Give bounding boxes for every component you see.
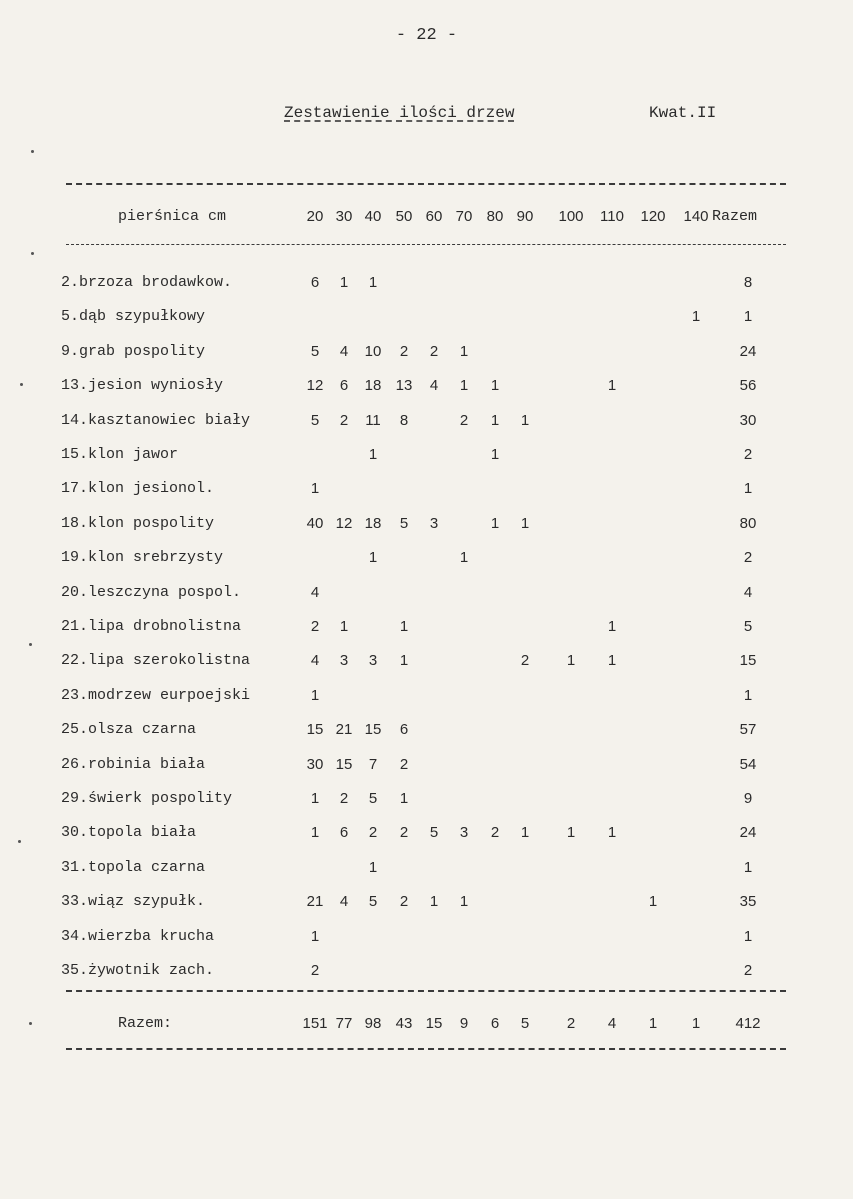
column-total: 1 bbox=[648, 1015, 658, 1032]
table-cell: 15 bbox=[364, 721, 382, 739]
table-cell: 1 bbox=[368, 858, 378, 876]
header-column-140: 140 bbox=[683, 208, 709, 225]
table-cell: 1 bbox=[310, 790, 320, 807]
table-cell: 6 bbox=[399, 721, 409, 739]
table-row bbox=[0, 541, 853, 575]
table-cell: 1 bbox=[310, 824, 320, 842]
header-column-100: 100 bbox=[558, 208, 584, 225]
table-cell: 1 bbox=[459, 377, 469, 395]
top-rule bbox=[66, 183, 786, 185]
header-rule bbox=[66, 244, 786, 245]
species-label: 31.topola czarna bbox=[61, 858, 206, 876]
table-cell: 18 bbox=[364, 377, 382, 395]
table-cell: 1 bbox=[339, 618, 349, 635]
table-cell: 2 bbox=[459, 411, 469, 429]
header-column-80: 80 bbox=[486, 208, 504, 225]
table-cell: 12 bbox=[335, 514, 353, 532]
row-total: 80 bbox=[739, 514, 757, 532]
row-total: 1 bbox=[743, 308, 753, 326]
table-row bbox=[0, 679, 853, 713]
table-cell: 3 bbox=[459, 824, 469, 842]
table-cell: 21 bbox=[306, 893, 324, 911]
row-total: 2 bbox=[743, 446, 753, 463]
table-cell: 2 bbox=[490, 824, 500, 842]
species-label: 9.grab pospolity bbox=[61, 342, 206, 360]
table-cell: 6 bbox=[339, 377, 349, 395]
header-column-70: 70 bbox=[455, 208, 473, 225]
table-cell: 4 bbox=[310, 583, 320, 601]
table-cell: 1 bbox=[399, 652, 409, 670]
header-column-120: 120 bbox=[640, 208, 666, 225]
table-cell: 5 bbox=[310, 411, 320, 429]
row-total: 4 bbox=[743, 583, 753, 601]
species-label: 13.jesion wyniosły bbox=[61, 377, 224, 395]
table-cell: 4 bbox=[339, 342, 349, 360]
table-cell: 3 bbox=[368, 652, 378, 670]
column-total: 2 bbox=[566, 1015, 576, 1032]
table-row bbox=[0, 610, 853, 644]
margin-mark bbox=[29, 1022, 32, 1025]
table-row bbox=[0, 851, 853, 885]
row-total: 2 bbox=[743, 549, 753, 567]
table-cell: 1 bbox=[490, 411, 500, 429]
table-cell: 5 bbox=[399, 514, 409, 532]
column-total: 43 bbox=[395, 1015, 413, 1032]
margin-mark bbox=[20, 383, 23, 386]
header-column-20: 20 bbox=[306, 208, 324, 225]
table-cell: 13 bbox=[395, 377, 413, 395]
quarter-label: Kwat.II bbox=[649, 104, 717, 122]
table-cell: 4 bbox=[339, 893, 349, 911]
table-cell: 2 bbox=[310, 962, 320, 979]
column-total: 9 bbox=[459, 1015, 469, 1032]
species-label: 23.modrzew eurpoejski bbox=[61, 686, 251, 704]
header-column-50: 50 bbox=[395, 208, 413, 225]
table-cell: 6 bbox=[310, 274, 320, 291]
table-cell: 2 bbox=[429, 342, 439, 360]
table-cell: 1 bbox=[399, 790, 409, 807]
table-cell: 1 bbox=[648, 893, 658, 911]
row-total: 35 bbox=[739, 893, 757, 911]
species-label: 20.leszczyna pospol. bbox=[61, 583, 242, 601]
bottom-rule bbox=[66, 990, 786, 992]
species-label: 5.dąb szypułkowy bbox=[61, 308, 206, 326]
species-label: 29.świerk pospolity bbox=[61, 790, 233, 807]
table-cell: 3 bbox=[339, 652, 349, 670]
species-label: 18.klon pospolity bbox=[61, 514, 215, 532]
table-cell: 1 bbox=[520, 514, 530, 532]
species-label: 25.olsza czarna bbox=[61, 721, 197, 739]
column-total: 77 bbox=[335, 1015, 353, 1032]
table-cell: 1 bbox=[607, 377, 617, 395]
table-cell: 1 bbox=[368, 274, 378, 291]
row-total: 24 bbox=[739, 342, 757, 360]
table-row bbox=[0, 954, 853, 988]
margin-mark bbox=[29, 643, 32, 646]
table-cell: 1 bbox=[566, 652, 576, 670]
table-cell: 1 bbox=[520, 411, 530, 429]
table-row bbox=[0, 507, 853, 541]
table-cell: 40 bbox=[306, 514, 324, 532]
header-column-30: 30 bbox=[335, 208, 353, 225]
table-cell: 1 bbox=[607, 618, 617, 635]
table-cell: 2 bbox=[310, 618, 320, 635]
row-total: 15 bbox=[739, 652, 757, 670]
table-cell: 5 bbox=[368, 893, 378, 911]
row-total: 24 bbox=[739, 824, 757, 842]
table-row bbox=[0, 576, 853, 610]
final-rule bbox=[66, 1048, 786, 1050]
table-row bbox=[0, 748, 853, 782]
column-total: 98 bbox=[364, 1015, 382, 1032]
table-row bbox=[0, 266, 853, 300]
table-row bbox=[0, 782, 853, 816]
table-cell: 4 bbox=[310, 652, 320, 670]
header-label: pierśnica cm bbox=[118, 208, 227, 225]
table-cell: 1 bbox=[459, 893, 469, 911]
table-cell: 1 bbox=[607, 824, 617, 842]
table-row bbox=[0, 300, 853, 334]
species-label: 2.brzoza brodawkow. bbox=[61, 274, 233, 291]
species-label: 17.klon jesionol. bbox=[61, 480, 215, 498]
row-total: 56 bbox=[739, 377, 757, 395]
header-column-40: 40 bbox=[364, 208, 382, 225]
margin-mark bbox=[31, 252, 34, 255]
row-total: 2 bbox=[743, 962, 753, 979]
column-total: 1 bbox=[691, 1015, 701, 1032]
table-row bbox=[0, 404, 853, 438]
table-cell: 1 bbox=[368, 549, 378, 567]
header-row bbox=[0, 200, 853, 234]
species-label: 30.topola biała bbox=[61, 824, 197, 842]
table-cell: 1 bbox=[310, 927, 320, 945]
row-total: 30 bbox=[739, 411, 757, 429]
table-row bbox=[0, 438, 853, 472]
table-row bbox=[0, 816, 853, 850]
margin-mark bbox=[31, 150, 34, 153]
header-total-label: Razem bbox=[712, 208, 758, 225]
page-number: - 22 - bbox=[395, 26, 458, 45]
grand-total: 412 bbox=[735, 1015, 761, 1032]
table-cell: 1 bbox=[459, 549, 469, 567]
row-total: 9 bbox=[743, 790, 753, 807]
table-cell: 2 bbox=[399, 755, 409, 773]
table-cell: 4 bbox=[429, 377, 439, 395]
header-column-90: 90 bbox=[516, 208, 534, 225]
species-label: 22.lipa szerokolistna bbox=[61, 652, 251, 670]
table-cell: 2 bbox=[399, 893, 409, 911]
header-column-60: 60 bbox=[425, 208, 443, 225]
column-total: 151 bbox=[302, 1015, 328, 1032]
row-total: 1 bbox=[743, 480, 753, 498]
species-label: 14.kasztanowiec biały bbox=[61, 411, 251, 429]
table-cell: 10 bbox=[364, 342, 382, 360]
table-cell: 7 bbox=[368, 755, 378, 773]
species-label: 35.żywotnik zach. bbox=[61, 962, 215, 979]
table-cell: 1 bbox=[607, 652, 617, 670]
table-cell: 1 bbox=[339, 274, 349, 291]
table-cell: 2 bbox=[520, 652, 530, 670]
table-cell: 2 bbox=[339, 411, 349, 429]
table-cell: 2 bbox=[399, 342, 409, 360]
species-label: 19.klon srebrzysty bbox=[61, 549, 224, 567]
table-cell: 1 bbox=[310, 686, 320, 704]
table-cell: 1 bbox=[399, 618, 409, 635]
table-cell: 21 bbox=[335, 721, 353, 739]
table-cell: 5 bbox=[429, 824, 439, 842]
table-cell: 11 bbox=[365, 411, 381, 429]
table-cell: 30 bbox=[306, 755, 324, 773]
table-cell: 2 bbox=[399, 824, 409, 842]
table-cell: 1 bbox=[691, 308, 701, 326]
table-cell: 12 bbox=[306, 377, 324, 395]
species-label: 15.klon jawor bbox=[61, 446, 179, 463]
row-total: 54 bbox=[739, 755, 757, 773]
total-label: Razem: bbox=[118, 1015, 173, 1032]
table-cell: 1 bbox=[490, 446, 500, 463]
table-row bbox=[0, 335, 853, 369]
table-cell: 18 bbox=[364, 514, 382, 532]
table-title: Zestawienie ilości drzew bbox=[284, 104, 515, 122]
table-cell: 2 bbox=[368, 824, 378, 842]
table-cell: 15 bbox=[335, 755, 353, 773]
species-label: 21.lipa drobnolistna bbox=[61, 618, 242, 635]
species-label: 34.wierzba krucha bbox=[61, 927, 215, 945]
column-total: 6 bbox=[490, 1015, 500, 1032]
table-cell: 15 bbox=[306, 721, 324, 739]
table-row bbox=[0, 713, 853, 747]
table-cell: 1 bbox=[429, 893, 439, 911]
species-label: 26.robinia biała bbox=[61, 755, 206, 773]
table-row bbox=[0, 369, 853, 403]
table-cell: 1 bbox=[490, 377, 500, 395]
row-total: 1 bbox=[743, 686, 753, 704]
table-cell: 2 bbox=[339, 790, 349, 807]
table-row bbox=[0, 472, 853, 506]
table-cell: 1 bbox=[368, 446, 378, 463]
table-cell: 1 bbox=[310, 480, 320, 498]
table-cell: 8 bbox=[399, 411, 409, 429]
table-row bbox=[0, 920, 853, 954]
row-total: 1 bbox=[743, 927, 753, 945]
row-total: 5 bbox=[743, 618, 753, 635]
column-total: 4 bbox=[607, 1015, 617, 1032]
table-cell: 3 bbox=[429, 514, 439, 532]
table-cell: 1 bbox=[520, 824, 530, 842]
table-cell: 1 bbox=[490, 514, 500, 532]
total-row bbox=[0, 1007, 853, 1041]
row-total: 1 bbox=[743, 858, 753, 876]
column-total: 15 bbox=[425, 1015, 443, 1032]
table-row bbox=[0, 644, 853, 678]
row-total: 8 bbox=[743, 274, 753, 291]
table-cell: 6 bbox=[339, 824, 349, 842]
column-total: 5 bbox=[520, 1015, 530, 1032]
table-cell: 1 bbox=[566, 824, 576, 842]
table-cell: 5 bbox=[368, 790, 378, 807]
table-cell: 1 bbox=[459, 342, 469, 360]
species-label: 33.wiąz szypułk. bbox=[61, 893, 206, 911]
table-row bbox=[0, 885, 853, 919]
header-column-110: 110 bbox=[600, 208, 624, 225]
table-cell: 5 bbox=[310, 342, 320, 360]
row-total: 57 bbox=[739, 721, 757, 739]
margin-mark bbox=[18, 840, 21, 843]
